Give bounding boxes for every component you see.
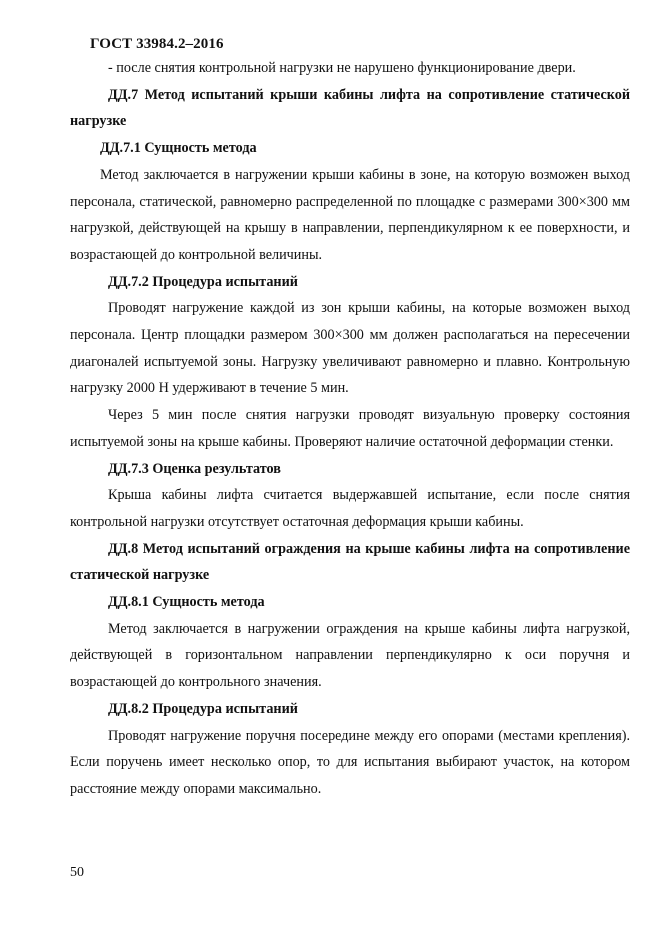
subsection-heading-dd7-3: ДД.7.3 Оценка результатов bbox=[108, 460, 281, 477]
section-heading-dd8: ДД.8 Метод испытаний ограждения на крыше кабины лифта на сопротивление статической нагрузке bbox=[70, 540, 630, 584]
subsection-heading-dd7-1: ДД.7.1 Сущность метода bbox=[100, 140, 257, 157]
page-number: 50 bbox=[70, 865, 84, 880]
subsection-heading-dd7-2: ДД.7.2 Процедура испытаний bbox=[108, 273, 298, 290]
paragraph-dd7-1-method: Метод заключается в нагружении крыши кабины в зоне, на которую возможен выход персонала, статической, равномерно распределенной по площадке с размерами 300×300 мм нагрузкой, действующей на крышу в направлении, перпендикулярном к ее поверхности, и возрастающей до контрольной величины. bbox=[70, 166, 630, 263]
paragraph-door-condition: - после снятия контрольной нагрузки не нарушено функционирование двери. bbox=[108, 60, 576, 76]
subsection-heading-dd8-2: ДД.8.2 Процедура испытаний bbox=[108, 700, 298, 717]
standard-header: ГОСТ 33984.2–2016 bbox=[90, 36, 224, 52]
paragraph-dd8-2-procedure: Проводят нагружение поручня посередине между его опорами (местами крепления). Если поручень имеет несколько опор, то для испытания выбирают участок, на котором расстояние между опорами максимально. bbox=[70, 727, 630, 797]
paragraph-dd7-2-procedure: Проводят нагружение каждой из зон крыши кабины, на которые возможен выход персонала. Центр площадки размером 300×300 мм должен располагаться на пересечении диагоналей испытуемой зоны. Нагрузку увеличивают равномерно и плавно. Контрольную нагрузку 2000 Н удерживают в течение 5 мин. bbox=[70, 300, 630, 397]
document-body bbox=[70, 55, 630, 803]
paragraph-dd7-3-results: Крыша кабины лифта считается выдержавшей испытание, если после снятия контрольной нагрузки отсутствует остаточная деформация крыши кабины. bbox=[70, 487, 630, 530]
paragraph-dd8-1-method: Метод заключается в нагружении ограждения на крыше кабины лифта нагрузкой, действующей в горизонтальном направлении перпендикулярно к оси поручня и возрастающей до контрольного значения. bbox=[70, 620, 630, 691]
section-heading-dd7: ДД.7 Метод испытаний крыши кабины лифта на сопротивление статической нагрузке bbox=[70, 86, 630, 130]
subsection-heading-dd8-1: ДД.8.1 Сущность метода bbox=[108, 594, 265, 611]
paragraph-dd7-2-inspection: Через 5 мин после снятия нагрузки проводят визуальную проверку состояния испытуемой зоны на крыше кабины. Проверяют наличие остаточной деформации стенки. bbox=[70, 407, 630, 450]
